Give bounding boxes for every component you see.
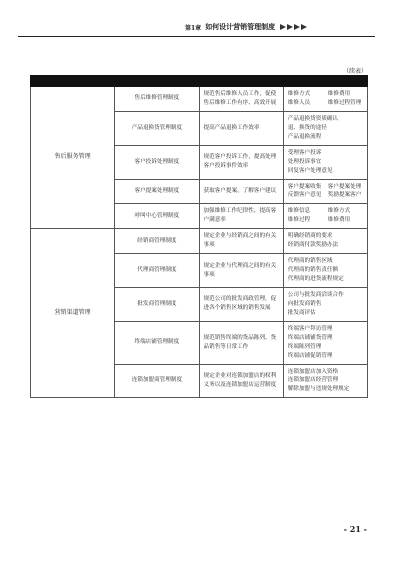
content-item: 维修人员 [287, 99, 311, 106]
management-system-table [30, 75, 368, 398]
running-header [185, 20, 375, 34]
table-row [31, 87, 368, 112]
content-line [288, 368, 363, 377]
content-items-cell [283, 321, 367, 364]
content-line [288, 257, 363, 266]
content-item: 代理商的销售责任额 [287, 267, 339, 274]
content-items-cell [283, 364, 367, 398]
content-line [288, 99, 363, 108]
content-line [288, 167, 363, 176]
content-line [288, 207, 363, 216]
system-name-cell: 终端店铺管理制度 [115, 321, 199, 364]
content-line [288, 115, 363, 124]
category-cell: 售后服务管理 [31, 87, 115, 229]
content-line [288, 183, 363, 192]
content-item: 终端店铺铺货管理 [287, 334, 333, 341]
content-line [288, 158, 363, 167]
content-item: 维修过程管理 [327, 99, 362, 106]
goal-cell: 加强维修工作纪律性，提高客户满意率 [199, 204, 283, 229]
content-items-cell [283, 287, 367, 321]
content-item: 终端陈列管理 [287, 343, 322, 350]
content-item: 终端店铺促销管理 [287, 352, 333, 359]
content-items-cell [283, 111, 367, 145]
content-items-cell [283, 229, 367, 254]
system-name-cell: 连锁加盟商管理制度 [115, 364, 199, 398]
goal-cell: 规范销售终端的货品陈列、货品销售等日常工作 [199, 321, 283, 364]
content-item: 连锁加盟店经营管理 [287, 377, 339, 384]
content-item: 维修过程 [287, 217, 311, 224]
content-item: 维修方式 [287, 91, 311, 97]
system-name-cell: 售后维修管理制度 [115, 87, 199, 112]
system-name-cell: 产品退换货管理制度 [115, 111, 199, 145]
goal-cell: 获取客户提案，了解客户建议 [199, 179, 283, 204]
goal-cell: 提高产品退换工作效率 [199, 111, 283, 145]
content-line [288, 376, 363, 385]
content-line [288, 266, 363, 275]
content-line [288, 275, 363, 284]
goal-cell: 规定企业与代理商之间的有关事项 [199, 254, 283, 288]
goal-cell: 规定企业对连锁加盟店的权利义务以及连锁加盟店运营制度 [199, 364, 283, 398]
system-name-cell: 批发商管理制度 [115, 287, 199, 321]
goal-cell: 规范售后维修人员工作，促使售后维修工作有序、高效开展 [199, 87, 283, 112]
continued-label: （续表） [342, 68, 367, 75]
content-line [288, 343, 363, 352]
table-header-bar [31, 76, 368, 87]
content-line [288, 149, 363, 158]
content-line [288, 133, 363, 142]
content-items-cell [283, 254, 367, 288]
content-line [288, 124, 363, 133]
content-item: 产品退换流程 [287, 133, 322, 140]
content-items-cell [283, 87, 367, 112]
system-name-cell: 呼叫中心管理制度 [115, 204, 199, 229]
content-line [288, 325, 363, 334]
content-line [288, 232, 363, 241]
content-line [288, 291, 363, 300]
system-name-cell: 代理商管理制度 [115, 254, 199, 288]
content-item: 维修费用 [327, 217, 351, 224]
content-items-cell [283, 204, 367, 229]
content-line [288, 90, 363, 99]
content-item: 明确经销商的要求 [287, 233, 333, 240]
goal-cell: 规范公司的批发商政管理，促进各个销售区域的销售发展 [199, 287, 283, 321]
content-item: 代理商的进货流程规定 [287, 276, 344, 282]
content-item: 客户提案处理 [327, 183, 362, 190]
content-item: 产品退换货资质确认 [287, 115, 339, 122]
chapter-label: 第1章 [185, 24, 202, 32]
content-item: 回复客户处理意见 [287, 167, 333, 174]
content-item: 批发商评估 [287, 309, 316, 316]
content-items-cell [283, 145, 367, 179]
content-item: 受理客户投诉 [287, 149, 322, 156]
system-name-cell: 客户提案处理制度 [115, 179, 199, 204]
content-item: 向批发商销售 [287, 300, 322, 307]
content-line [288, 385, 363, 394]
content-line [288, 334, 363, 343]
content-line [288, 216, 363, 225]
header-divider [18, 36, 375, 37]
table-row [31, 229, 368, 254]
content-items-cell [283, 179, 367, 204]
content-item: 公司与批发商洽谈合作 [287, 291, 344, 298]
content-item: 奖励提案客户 [327, 192, 362, 199]
page-number: - 21 - [343, 524, 367, 534]
arrows-icon [280, 24, 308, 30]
content-item: 维修信息 [287, 208, 311, 215]
content-line [288, 241, 363, 250]
content-line [288, 300, 363, 309]
content-item: 退、换货的途径 [287, 124, 327, 131]
content-item: 处理投诉事宜 [287, 158, 322, 165]
system-name-cell: 经销商管理制度 [115, 229, 199, 254]
system-name-cell: 客户投诉处理制度 [115, 145, 199, 179]
content-line [288, 309, 363, 318]
content-item: 客户提案收集 [287, 183, 322, 190]
goal-cell: 规定企业与经销商之间的有关事项 [199, 229, 283, 254]
content-item: 维修方式 [327, 208, 351, 215]
content-item: 反馈客户意见 [287, 192, 322, 199]
content-item: 终端客户拜访管理 [287, 325, 333, 332]
content-item: 维修费用 [327, 91, 351, 97]
goal-cell: 规范客户投诉工作，提高处理客户投诉事件效率 [199, 145, 283, 179]
content-item: 经销商付款奖励办法 [287, 242, 339, 249]
content-line [288, 191, 363, 200]
content-item: 代理商的销售区域 [287, 258, 333, 265]
category-cell: 营销渠道管理 [31, 229, 115, 398]
content-item: 解除加盟与违规处理规定 [287, 386, 350, 393]
content-item: 连锁加盟店加入资格 [287, 368, 339, 375]
chapter-title: 如何设计营销管理制度 [205, 22, 276, 31]
content-line [288, 352, 363, 361]
